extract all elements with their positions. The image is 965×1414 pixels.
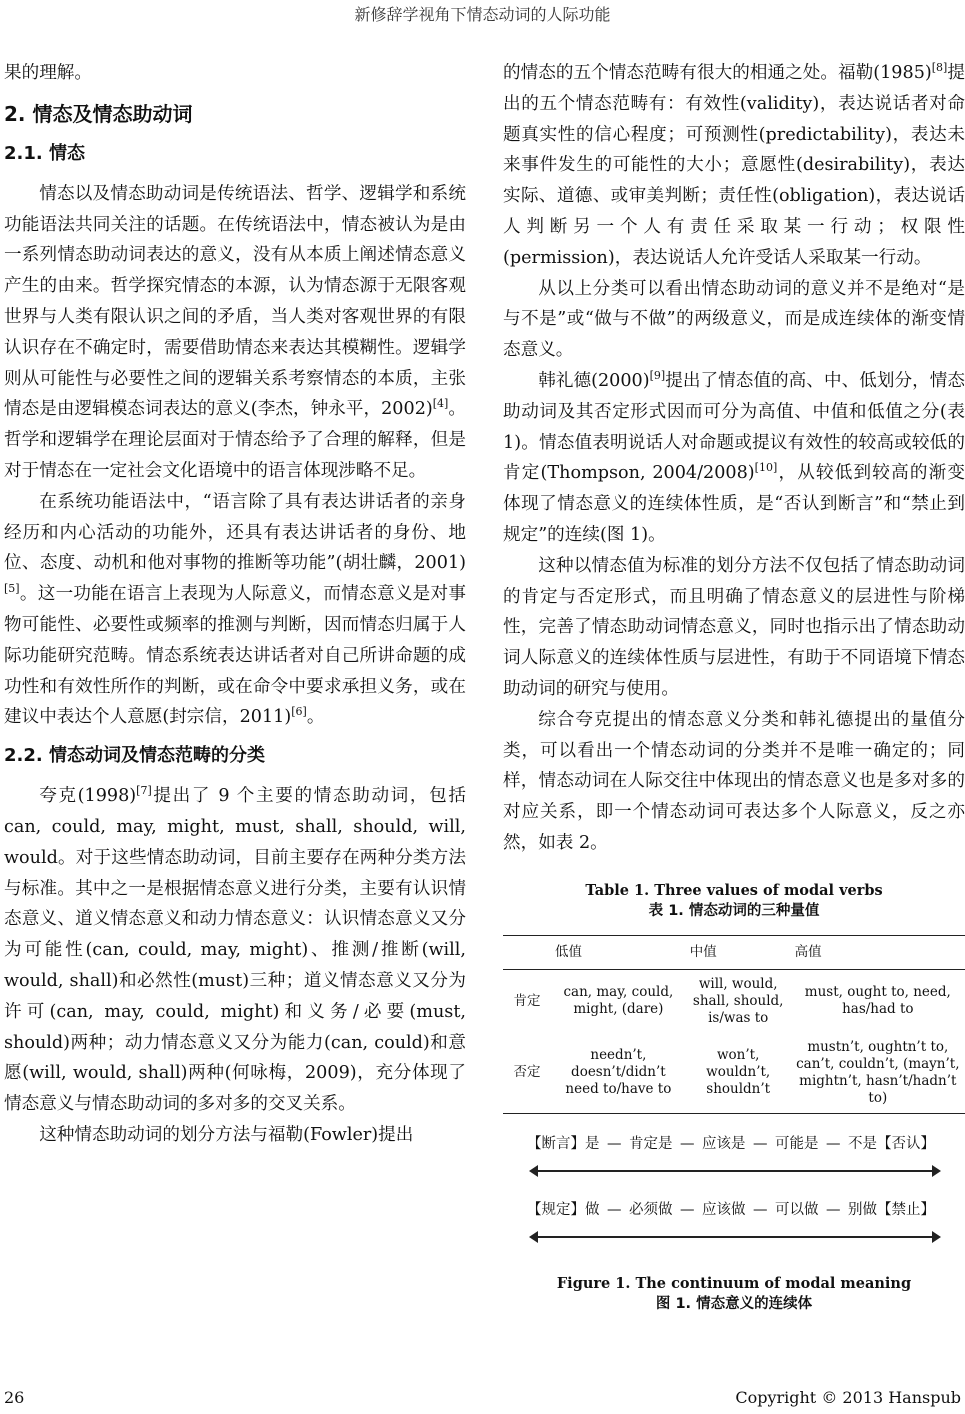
continuum-label: 可以做 — [775, 1201, 819, 1218]
right-column — [503, 58, 965, 1314]
continuum-label: 肯定是 — [629, 1135, 673, 1152]
paragraph: 综合夸克提出的情态意义分类和韩礼德提出的量值分类，可以看出一个情态动词的分类并不是唯一确定的；同样，情态动词在人际交往中体现出的情态意义也是多对多的对应关系，即一个情态动词可表达多个人际意义，反之亦然，如表 2。 — [503, 709, 965, 853]
paragraph: 的情态的五个情态范畴有很大的相通之处。福勒(1985)[8]提出的五个情态范畴有：有效性(validity)，表达说话者对命题真实性的信心程度；可预测性(predictability)，表达未来事件发生的可能性的大小；意愿性(desirability)，表达实际、道德、或审美判断；责任性(obligation)，表达说话人判断另一个人有责任采取某一行动；权限性(permission)，表达说话人允许受话人采取某一行动。 — [503, 61, 965, 268]
continuum-label: 应该是 — [702, 1135, 746, 1152]
continuum-dash: — — [753, 1201, 768, 1218]
figure-caption-en: Figure 1. The continuum of modal meaning — [556, 1274, 912, 1292]
continuum-dash: — — [826, 1135, 841, 1152]
paragraph: 这种以情态值为标准的划分方法不仅包括了情态助动词的肯定与否定形式，而且明确了情态意义的层进性与阶梯性，完善了情态助动词情态意义，同时也指示出了情态助动词人际意义的连续体性质与层进性，有助于不同语境下情态助动词的研究与使用。 — [503, 555, 965, 699]
table-cell: needn’t, doesn’t/didn’t need to/have to — [551, 1033, 686, 1114]
continuum-dash: — — [753, 1135, 768, 1152]
table-cell: mustn’t, oughtn’t to, can’t, couldn’t, (mayn’t, mightn’t, hasn’t/hadn’t to) — [791, 1033, 965, 1114]
paragraph: 这种情态助动词的划分方法与福勒(Fowler)提出 — [39, 1124, 414, 1145]
paragraph: 果的理解。 — [4, 63, 92, 83]
continuum-label: 可能是 — [775, 1135, 819, 1152]
citation: [4] — [432, 397, 449, 411]
table-cell: can, may, could, might, (dare) — [563, 984, 674, 1018]
table-row-label: 否定 — [503, 1033, 551, 1114]
subsection-heading: 2.2. 情态动词及情态范畴的分类 — [4, 745, 265, 767]
table-header-cell: 中值 — [686, 935, 791, 969]
citation: [9] — [649, 369, 666, 383]
continuum-label: 应该做 — [702, 1201, 746, 1218]
table-cell: won’t, wouldn’t, shouldn’t — [686, 1033, 791, 1114]
continuum-label: 必须做 — [629, 1201, 673, 1218]
citation: [5] — [4, 582, 20, 596]
citation: [6] — [291, 705, 307, 719]
table-caption-cn: 表 1. 情态动词的三种量值 — [648, 902, 820, 919]
paragraph: 从以上分类可以看出情态助动词的意义并不是绝对“是与不是”或“做与不做”的两级意义，而是成连续体的渐变情态意义。 — [503, 278, 965, 361]
continuum-label: 别做【禁止】 — [848, 1201, 935, 1218]
table-row-label: 肯定 — [513, 992, 541, 1009]
table-cell: must, ought to, need, has/had to — [804, 984, 951, 1018]
continuum-dash: — — [680, 1201, 695, 1218]
assertion-continuum-row — [527, 1134, 935, 1154]
paragraph: 情态以及情态助动词是传统语法、哲学、逻辑学和系统功能语法共同关注的话题。在传统语法中，情态被认为是由一系列情态助动词表达的意义，没有从本质上阐述情态意义产生的由来。哲学探究情态的本源，认为情态源于无限客观世界与人类有限认识之间的矛盾，当人类对客观世界的有限认识存在不确定时，需要借助情态来表达其模糊性。逻辑学则从可能性与必要性之间的逻辑关系考察情态的本质，主张情态是由逻辑模态词表达的意义(李杰，钟永平，2002)[4]。哲学和逻辑学在理论层面对于情态给予了合理的解释，但是对于情态在一定社会文化语境中的语言体现涉略不足。 — [4, 183, 466, 481]
continuum-label: 不是【否认】 — [848, 1135, 935, 1152]
left-column — [4, 58, 466, 1151]
paragraph: 韩礼德(2000)[9]提出了情态值的高、中、低划分，情态助动词及其否定形式因而可分为高值、中值和低值之分(表 1)。情态值表明说话人对命题或提议有效性的较高或较低的肯定(Thompson, 2004/2008)[10]，从较低到较高的渐变体现了情态意义的连续体性质，是“否认到断言”和“禁止到规定”的连续(图 1)。 — [503, 369, 965, 545]
table-row — [503, 969, 965, 1033]
continuum-diagram — [503, 1128, 965, 1264]
paragraph: 夸克(1998)[7]提出了 9 个主要的情态助动词，包括 can, could, may, might, must, shall, should, will, would。对于这些情态助动词，目前主要存在两种分类方法与标准。其中之一是根据情态意义进行分类，主要有认识情态意义、道义情态意义和动力情态意义：认识情态意义又分为可能性(can, could, may, might)、推测/推断(will, would, shall)和必然性(must)三种；道义情态意义又分为许可(can, may, could, might)和义务/必要(must, should)两种；动力情态意义又分为能力(can, could)和意愿(will, would, shall)两种(何咏梅，2009)，充分体现了情态意义与情态助动词的多对多的交叉关系。 — [4, 784, 466, 1115]
prescription-continuum-row — [527, 1200, 935, 1220]
paragraph: 在系统功能语法中，“语言除了具有表达讲话者的亲身经历和内心活动的功能外，还具有表达讲话者的身份、地位、态度、动机和他对事物的推断等功能”(胡壮麟，2001)[5]。这一功能在语言上表现为人际意义，而情态意义是对事物可能性、必要性或频率的推测与判断，因而情态归属于人际功能研究范畴。情态系统表达讲话者对自己所讲命题的成功性和有效性所作的判断，或在命令中要求承担义务，或在建议中表达个人意愿(封宗信，2011)[6]。 — [4, 491, 466, 728]
citation: [10] — [754, 461, 778, 475]
table-header-cell: 低值 — [551, 935, 686, 969]
table-caption-en: Table 1. Three values of modal verbs — [585, 881, 883, 899]
section-heading: 2. 情态及情态助动词 — [4, 101, 193, 126]
table-row — [503, 1033, 965, 1114]
table-header-cell — [503, 935, 551, 969]
citation: [8] — [931, 61, 948, 75]
double-arrow-icon — [537, 1170, 933, 1172]
figure-caption-cn: 图 1. 情态意义的连续体 — [655, 1295, 813, 1312]
modal-values-table — [503, 935, 965, 1114]
continuum-dash: — — [607, 1135, 622, 1152]
page-number: 26 — [4, 1388, 25, 1407]
citation: [7] — [136, 784, 152, 798]
continuum-dash: — — [607, 1201, 622, 1218]
continuum-label: 【断言】是 — [527, 1135, 600, 1152]
continuum-dash: — — [826, 1201, 841, 1218]
continuum-dash: — — [680, 1135, 695, 1152]
copyright-notice: Copyright © 2013 Hanspub — [735, 1388, 961, 1407]
table-header-cell: 高值 — [791, 935, 965, 969]
running-title: 新修辞学视角下情态动词的人际功能 — [354, 5, 611, 24]
double-arrow-icon — [537, 1236, 933, 1238]
continuum-label: 【规定】做 — [527, 1201, 600, 1218]
subsection-heading: 2.1. 情态 — [4, 142, 85, 164]
table-header-row — [503, 935, 965, 969]
table-cell: will, would, shall, should, is/was to — [692, 975, 784, 1026]
